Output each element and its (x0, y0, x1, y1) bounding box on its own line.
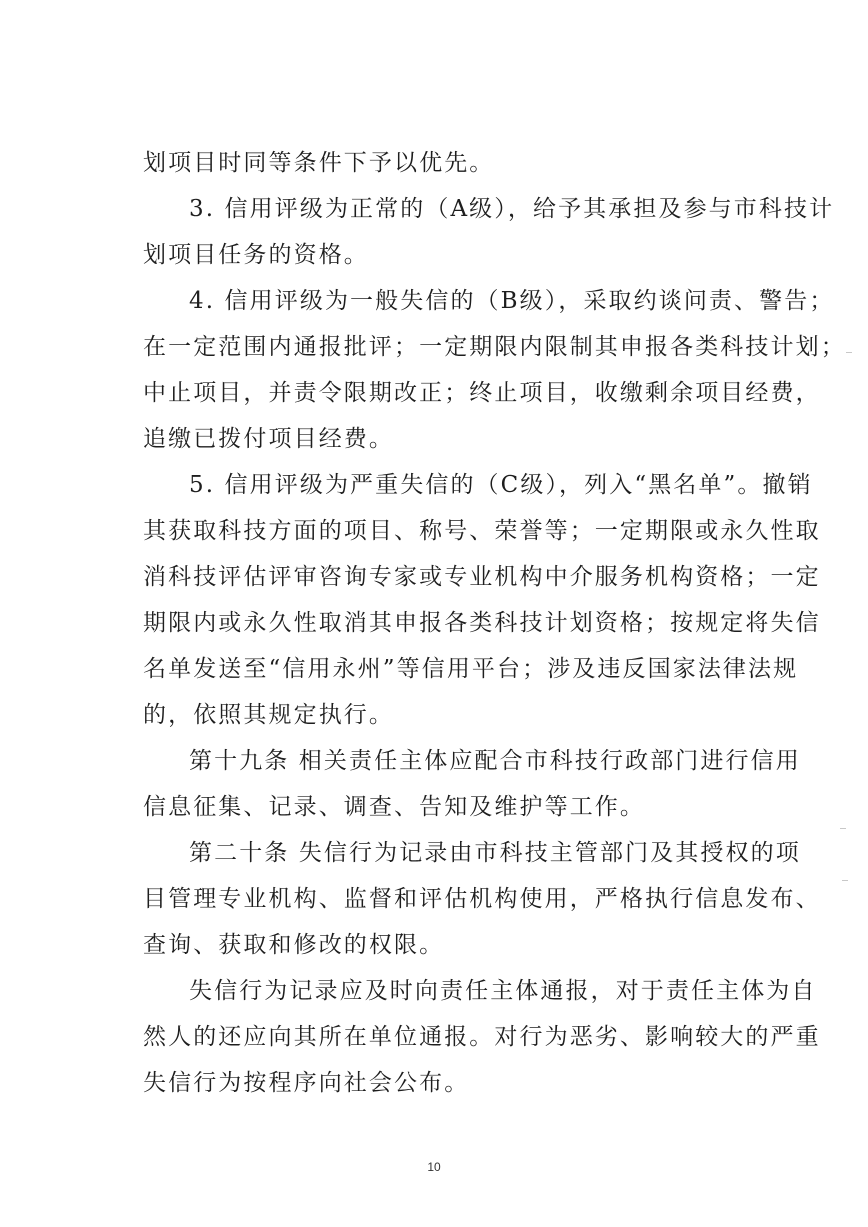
paragraph-continuation (143, 140, 771, 186)
text-line: 失信行为按程序向社会公布。 (143, 1070, 470, 1096)
paragraph-rating-c (143, 462, 821, 738)
text-line: 期限内或永久性取消其申报各类科技计划资格；按规定将失信 (143, 610, 821, 636)
paragraph-notification (143, 968, 821, 1106)
scan-speck-decoration (842, 880, 848, 881)
text-line: 划项目时同等条件下予以优先。 (143, 150, 495, 176)
text-line: 在一定范围内通报批评；一定期限内限制其申报各类科技计划； (143, 334, 846, 360)
text-line: 失信行为记录应及时向责任主体通报，对于责任主体为自 (189, 978, 817, 1004)
text-line: 然人的还应向其所在单位通报。对行为恶劣、影响较大的严重 (143, 1024, 821, 1050)
document-body (143, 140, 846, 1106)
text-line: 4. 信用评级为一般失信的（B级），采取约谈问责、警告； (189, 288, 835, 314)
paragraph-article-20 (143, 830, 821, 968)
scan-speck-decoration (840, 828, 846, 829)
text-line: 消科技评估评审咨询专家或专业机构中介服务机构资格；一定 (143, 564, 821, 590)
text-line: 第二十条 失信行为记录由市科技主管部门及其授权的项 (189, 840, 801, 866)
text-line: 名单发送至“信用永州”等信用平台；涉及违反国家法律法规 (143, 656, 799, 682)
text-line: 中止项目，并责令限期改正；终止项目，收缴剩余项目经费， (143, 380, 821, 406)
paragraph-rating-b (143, 278, 846, 462)
text-line: 3. 信用评级为正常的（A级），给予其承担及参与市科技计 (189, 196, 835, 222)
text-line: 追缴已拨付项目经费。 (143, 426, 394, 452)
text-line: 5. 信用评级为严重失信的（C级），列入“黑名单”。撤销 (189, 472, 813, 498)
scan-speck-decoration (846, 352, 852, 353)
text-line: 第十九条 相关责任主体应配合市科技行政部门进行信用 (189, 748, 801, 774)
text-line: 其获取科技方面的项目、称号、荣誉等；一定期限或永久性取 (143, 518, 821, 544)
paragraph-article-19 (143, 738, 801, 830)
text-line: 查询、获取和修改的权限。 (143, 932, 445, 958)
page-number: 10 (427, 1160, 441, 1174)
text-line: 目管理专业机构、监督和评估机构使用，严格执行信息发布、 (143, 886, 821, 912)
text-line: 信息征集、记录、调查、告知及维护等工作。 (143, 794, 645, 820)
paragraph-rating-a (143, 186, 835, 278)
text-line: 划项目任务的资格。 (143, 242, 369, 268)
text-line: 的，依照其规定执行。 (143, 702, 394, 728)
